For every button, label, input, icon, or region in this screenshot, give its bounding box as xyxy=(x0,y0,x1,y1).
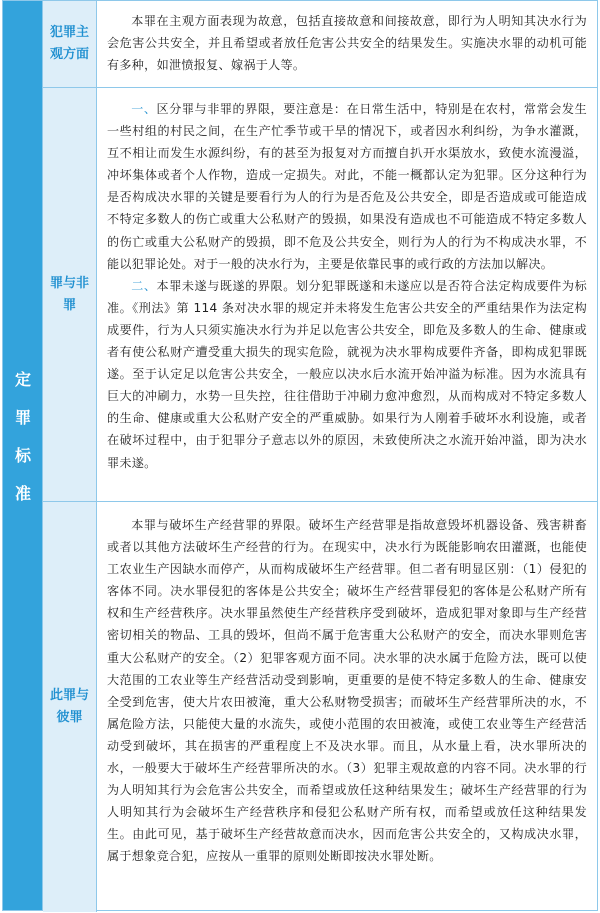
paragraph: 一、区分罪与非罪的界限，要注意是：在日常生活中，特别是在农村，常常会发生一些村组的村民之间，在生产忙季节或干旱的情况下，或者因水利纠纷，为争水灌溉，互不相让而发生水源纠纷，有的甚至为报复对方而擅自扒开水渠放水，致使水流漫溢，冲坏集体或者个人作物，造成一定损失。对此，不能一概都认定为犯罪。区分这种行为是否构成决水罪的关键是要看行为人的行为是否危及公共安全，即是否造成或可能造成不特定多数人的伤亡或重大公私财产的毁损，如果没有造成也不可能造成不特定多数人的伤亡或重大公私财产的毁损，即不危及公共安全，则行为人的行为不构成决水罪，不能以犯罪论处。对于一般的决水行为，主要是依靠民事的或行政的方法加以解决。 xyxy=(107,102,587,271)
side-category xyxy=(3,1,43,910)
paragraph: 本罪在主观方面表现为故意，包括直接故意和间接故意，即行为人明知其决水行为会危害公共安全，并且希望或者放任危害公共安全的结果发生。实施决水罪的动机可能有多种，如泄愤报复、嫁祸于人等。 xyxy=(107,14,587,73)
paragraph: 二、本罪未遂与既遂的界限。划分犯罪既遂和未遂应以是否符合法定构成要件为标准。《刑法》第 114 条对决水罪的规定并未将发生危害公共安全的严重结果作为法定构成要件，行为人只须实施决水行为并足以危害公共安全，即危及多数人的生命、健康或者有使公私财产遭受重大损失的现实危险，就视为决水罪构成要件齐备，即构成犯罪既遂。至于认定足以危害公共安全，一般应以决水后水流开始冲溢为标准。因为水流具有巨大的冲刷力，水势一旦失控，往往借助于冲刷力愈冲愈烈，从而构成对不特定多数人的生命、健康或重大公私财产安全的严重威胁。如果行为人刚着手破坏水利设施，或者在破坏过程中，由于犯罪分子意志以外的原因，未致使所决之水流开始冲溢，即为决水罪未遂。 xyxy=(107,278,587,470)
row-subjective-aspect xyxy=(43,1,597,88)
row-label: 罪与非罪 xyxy=(49,275,89,313)
row-label-cell xyxy=(43,88,97,501)
side-category-label: 定 罪 标 准 xyxy=(14,370,31,503)
row-label: 此罪与彼罪 xyxy=(49,688,89,725)
row-content xyxy=(97,88,597,501)
paragraph: 本罪与破坏生产经营罪的界限。破坏生产经营罪是指故意毁坏机器设备、残害耕畜或者以其他方法破坏生产经营的行为。在现实中，决水行为既能影响农田灌溉，也能使工农业生产因缺水而停产，从而构成破坏生产经营罪。但二者有明显区别：（1）侵犯的客体不同。决水罪侵犯的客体是公共安全；破坏生产经营罪侵犯的客体是公私财产所有权和生产经营秩序。决水罪虽然使生产经营秩序受到破坏，造成犯罪对象即与生产经营密切相关的物品、工具的毁坏，但尚不属于危害重大公私财产的安全，而决水罪则危害重大公私财产的安全。（2）犯罪客观方面不同。决水罪的决水属于危险方法，既可以使大范围的工农业等生产经营活动受到影响，更重要的是使不特定多数人的生命、健康安全受到危害，使大片农田被淹，重大公私财物受损害；而破坏生产经营罪所决的水，不属危险方法，只能使大量的水流失，或使小范围的农田被淹，或使工农业等生产经营活动受到破坏，其在损害的严重程度上不及决水罪。而且，从水量上看，决水罪所决的水，一般要大于破坏生产经营罪所决的水。（3）犯罪主观故意的内容不同。决水罪的行为人明知其行为会危害公共安全，而希望或放任这种结果发生；破坏生产经营罪的行为人明知其行为会破坏生产经营秩序和侵犯公私财产所有权，而希望或放任这种结果发生。由此可见，基于破坏生产经营故意而决水，因而危害公共安全的，又构成决水罪，属于想象竞合犯，应按从一重罪的原则处断即按决水罪处断。 xyxy=(107,518,587,864)
row-label-cell xyxy=(43,502,97,912)
row-this-crime-vs-other xyxy=(43,502,597,912)
row-content xyxy=(97,502,597,912)
row-content xyxy=(97,1,597,87)
crime-standard-table xyxy=(2,0,598,911)
row-label: 犯罪主观方面 xyxy=(49,25,89,62)
row-crime-vs-noncrime xyxy=(43,88,597,502)
row-label-cell xyxy=(43,1,97,87)
